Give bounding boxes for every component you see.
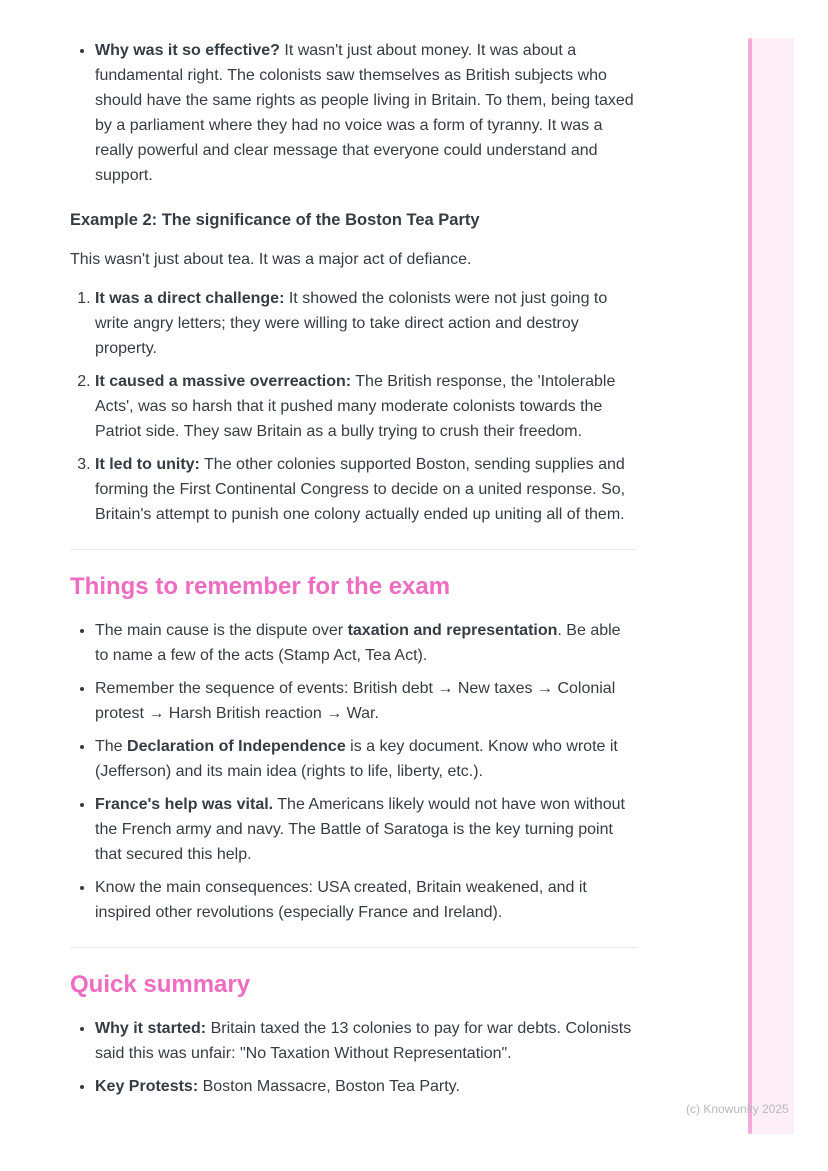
list-item: 3. It led to unity: The other colonies supported Boston, sending supplies and forming the First Continental Congress to decide on a united response. So, Britain's attempt to punish one colony actually ended up uniting all of them.	[95, 452, 636, 527]
list-item: • Why it started: Britain taxed the 13 colonies to pay for war debts. Colonists said this was unfair: "No Taxation Without Representation".	[95, 1016, 636, 1066]
list-item: • Know the main consequences: USA created, Britain weakened, and it inspired other revolutions (especially France and Ireland).	[95, 875, 636, 925]
summary-bullet-list	[70, 1016, 636, 1099]
list-item: • Remember the sequence of events: British debt → New taxes → Colonial protest → Harsh British reaction → War.	[95, 676, 636, 726]
intro-bullet-list	[70, 38, 636, 188]
watermark: (c) Knowunity 2025	[686, 1102, 789, 1116]
list-item: • The main cause is the dispute over taxation and representation. Be able to name a few of the acts (Stamp Act, Tea Act).	[95, 618, 636, 668]
list-item: • France's help was vital. The Americans likely would not have won without the French army and navy. The Battle of Saratoga is the key turning point that secured this help.	[95, 792, 636, 867]
list-item: • Why was it so effective? It wasn't just about money. It was about a fundamental right. The colonists saw themselves as British subjects who should have the same rights as people living in Britain. To them, being taxed by a parliament where they had no voice was a form of tyranny. It was a really powerful and clear message that everyone could understand and support.	[95, 38, 636, 188]
exam-bullet-list	[70, 618, 636, 925]
example-heading: Example 2: The significance of the Boston Tea Party	[70, 211, 480, 229]
summary-section-title: Quick summary	[70, 971, 251, 998]
page-edge-line	[748, 38, 752, 1134]
example-intro-paragraph: This wasn't just about tea. It was a major act of defiance.	[70, 251, 472, 268]
section-divider	[70, 947, 636, 948]
page-edge-band	[752, 38, 794, 1134]
section-divider	[70, 549, 636, 550]
list-item: 2. It caused a massive overreaction: The British response, the 'Intolerable Acts', was so harsh that it pushed many moderate colonists towards the Patriot side. They saw Britain as a bully trying to crush their freedom.	[95, 369, 636, 444]
exam-section-title: Things to remember for the exam	[70, 573, 451, 600]
list-item: 1. It was a direct challenge: It showed the colonists were not just going to write angry letters; they were willing to take direct action and destroy property.	[95, 286, 636, 361]
list-item: • The Declaration of Independence is a key document. Know who wrote it (Jefferson) and its main idea (rights to life, liberty, etc.).	[95, 734, 636, 784]
document-content	[70, 26, 636, 1111]
example-ordered-list	[70, 286, 636, 527]
list-item: • Key Protests: Boston Massacre, Boston Tea Party.	[95, 1074, 636, 1099]
